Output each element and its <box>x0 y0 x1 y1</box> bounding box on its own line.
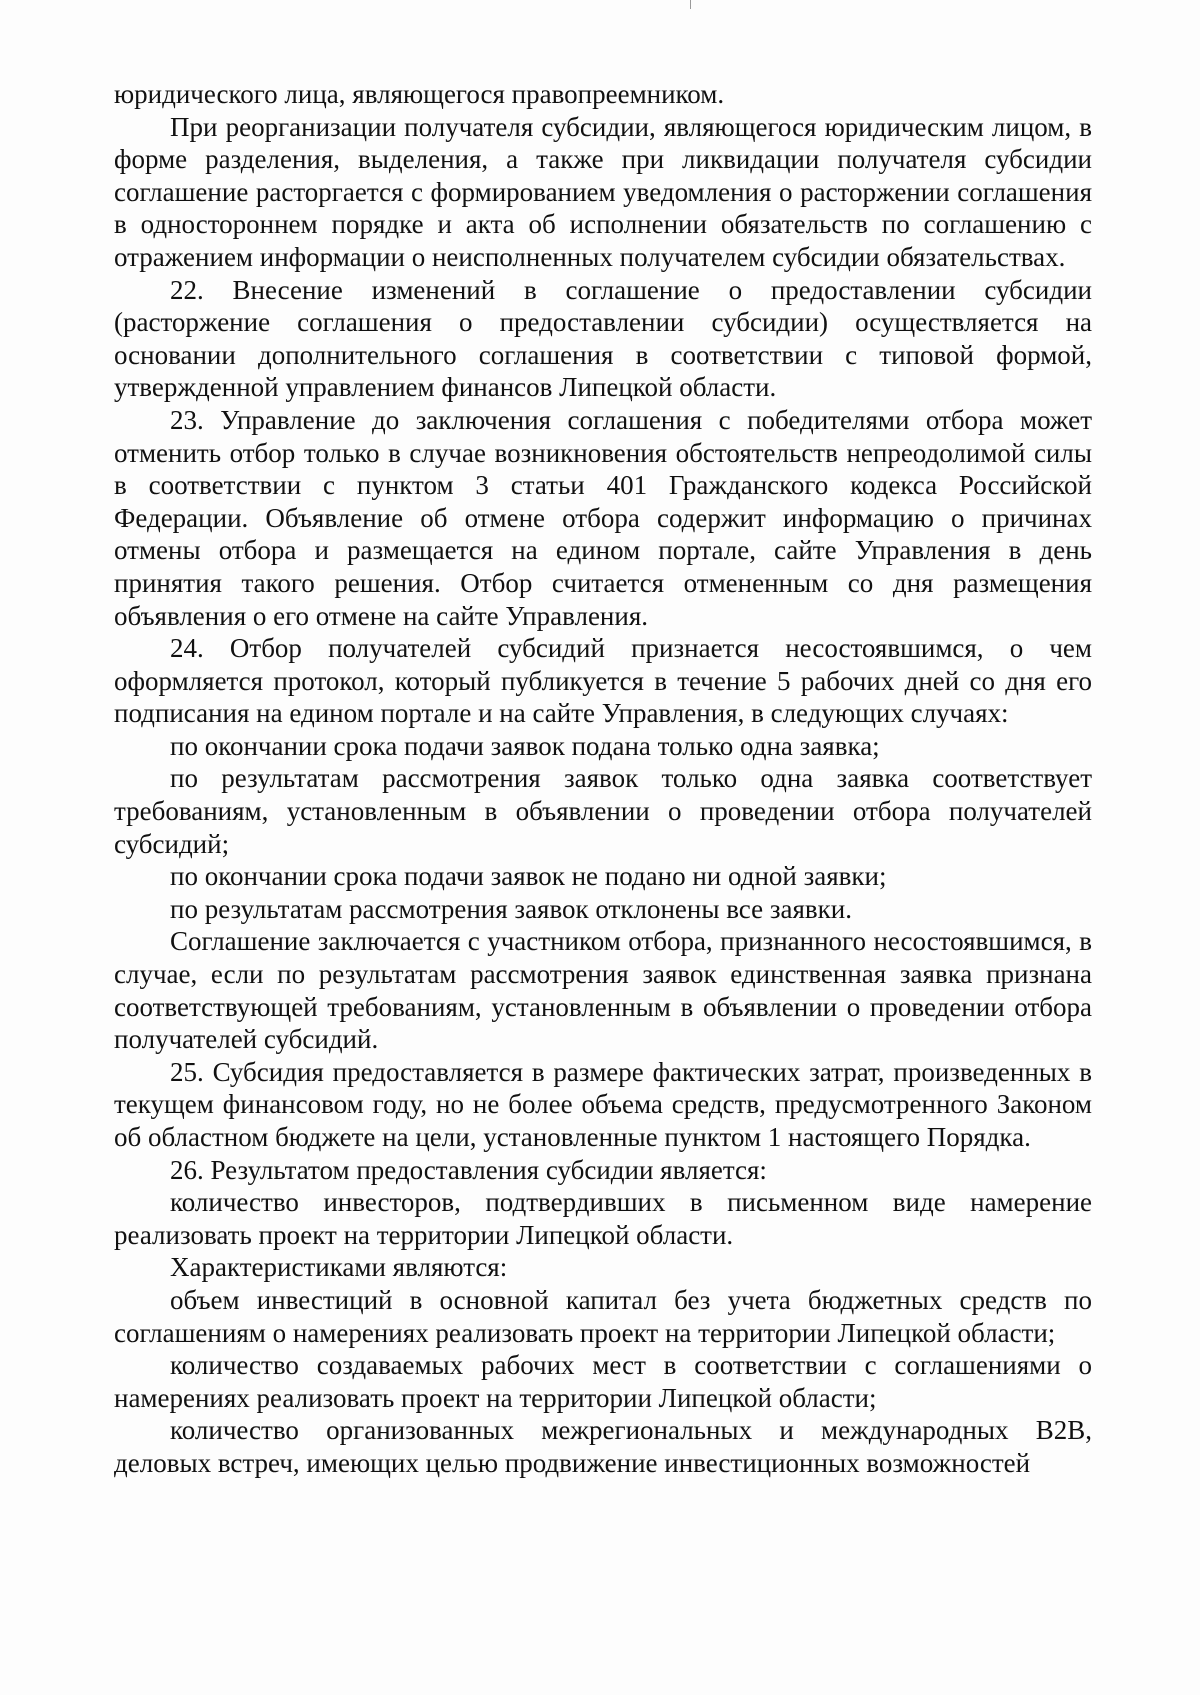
scan-edge-mark <box>690 0 691 9</box>
paragraph-24: 24. Отбор получателей субсидий признается несостоявшимся, о чем оформляется протокол, который публикуется в течение 5 рабочих дней со дня его подписания на едином портале и на сайте Управления, в следующих случаях: <box>114 633 1092 729</box>
list-item-one-application: по окончании срока подачи заявок подана только одна заявка; <box>170 730 880 761</box>
paragraph-investment-volume: объем инвестиций в основной капитал без учета бюджетных средств по соглашениям о намерениях реализовать проект на территории Липецкой области; <box>114 1284 1092 1348</box>
paragraph-agreement-concluded: Соглашение заключается с участником отбора, признанного несостоявшимся, в случае, если по результатам рассмотрения заявок единственная заявка признана соответствующей требованиям, установленным в объявлении о проведении отбора получателей субсидий. <box>114 926 1092 1055</box>
paragraph-25: 25. Субсидия предоставляется в размере фактических затрат, произведенных в текущем финансовом году, но не более объема средств, предусмотренного Законом об областном бюджете на цели, установленные пунктом 1 настоящего Порядка. <box>114 1056 1092 1152</box>
paragraph-23: 23. Управление до заключения соглашения с победителями отбора может отменить отбор только в случае возникновения обстоятельств непреодолимой силы в соответствии с пунктом 3 статьи 401 Гражданского кодекса Российской Федерации. Объявление об отмене отбора содержит информацию о причинах отмены отбора и размещается на едином портале, сайте Управления в день принятия такого решения. Отбор считается отмененным со дня размещения объявления о его отмене на сайте Управления. <box>114 404 1092 631</box>
list-item-one-compliant: по результатам рассмотрения заявок только одна заявка соответствует требованиям, установленным в объявлении о проведении отбора получателей субсидий; <box>114 763 1092 859</box>
paragraph-investors-count: количество инвесторов, подтвердивших в письменном виде намерение реализовать проект на территории Липецкой области. <box>114 1187 1092 1250</box>
paragraph-jobs-count: количество создаваемых рабочих мест в соответствии с соглашениями о намерениях реализовать проект на территории Липецкой области; <box>114 1350 1092 1413</box>
document-body <box>114 78 1092 1480</box>
paragraph-characteristics: Характеристиками являются: <box>170 1252 508 1283</box>
paragraph-reorganization: При реорганизации получателя субсидии, являющегося юридическим лицом, в форме разделения, выделения, а также при ликвидации получателя субсидии соглашение расторгается с формированием уведомления о расторжении соглашения в одностороннем порядке и акта об исполнении обязательств по соглашению с отражением информации о неисполненных получателем субсидии обязательствах. <box>114 111 1092 272</box>
paragraph-26: 26. Результатом предоставления субсидии является: <box>170 1154 767 1185</box>
list-item-no-applications: по окончании срока подачи заявок не подано ни одной заявки; <box>170 861 887 892</box>
paragraph-b2b-meetings: количество организованных межрегиональных и международных B2B, деловых встреч, имеющих целью продвижение инвестиционных возможностей <box>114 1415 1092 1478</box>
paragraph-22: 22. Внесение изменений в соглашение о предоставлении субсидии (расторжение соглашения о предоставлении субсидии) осуществляется на основании дополнительного соглашения в соответствии с типовой формой, утвержденной управлением финансов Липецкой области. <box>114 274 1092 403</box>
paragraph-continuation: юридического лица, являющегося правопреемником. <box>114 79 725 109</box>
list-item-all-rejected: по результатам рассмотрения заявок отклонены все заявки. <box>170 893 852 924</box>
